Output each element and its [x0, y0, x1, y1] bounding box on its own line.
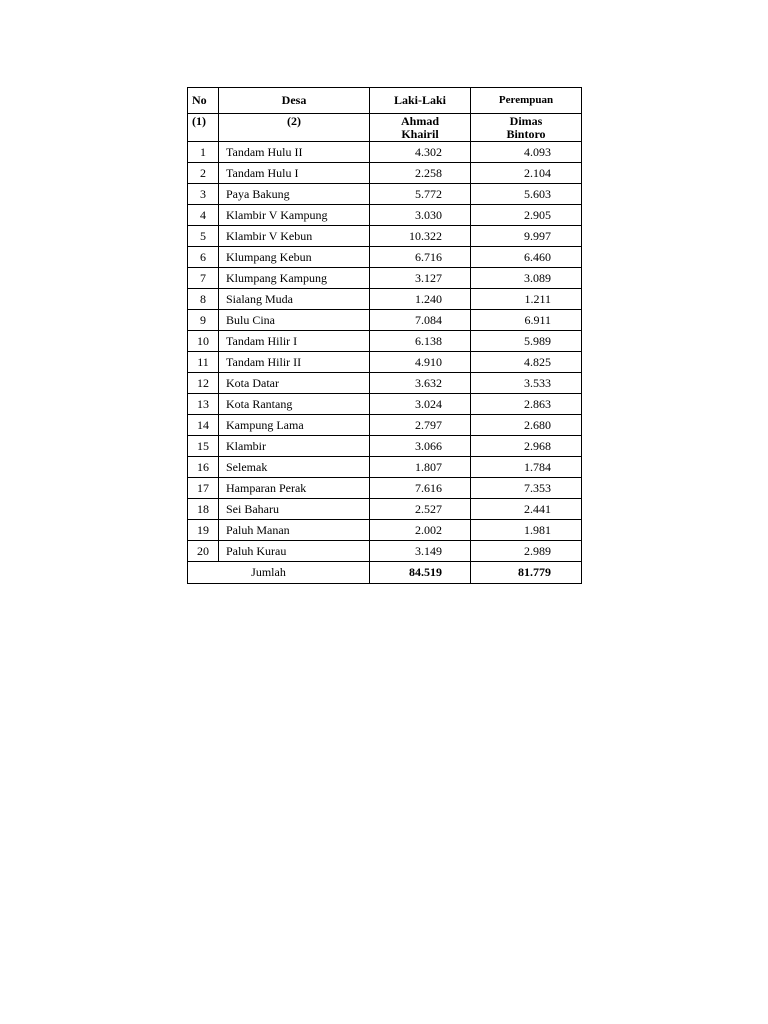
cell-desa: Paluh Kurau	[219, 541, 370, 562]
subheader-laki-line2: Khairil	[401, 127, 439, 141]
subheader-laki-line1: Ahmad	[400, 114, 439, 128]
cell-no: 2	[188, 163, 219, 184]
table-body	[188, 142, 582, 562]
cell-laki: 3.149	[370, 541, 471, 562]
cell-laki: 2.258	[370, 163, 471, 184]
cell-perempuan: 2.104	[471, 163, 582, 184]
cell-laki: 5.772	[370, 184, 471, 205]
cell-laki: 6.716	[370, 247, 471, 268]
header-laki: Laki-Laki	[370, 88, 471, 114]
cell-laki: 7.084	[370, 310, 471, 331]
cell-no: 6	[188, 247, 219, 268]
cell-laki: 2.527	[370, 499, 471, 520]
cell-perempuan: 2.968	[471, 436, 582, 457]
cell-desa: Bulu Cina	[219, 310, 370, 331]
table-row	[188, 331, 582, 352]
cell-desa: Kampung Lama	[219, 415, 370, 436]
table-row	[188, 289, 582, 310]
cell-laki: 10.322	[370, 226, 471, 247]
cell-laki: 3.030	[370, 205, 471, 226]
table-row	[188, 268, 582, 289]
cell-no: 15	[188, 436, 219, 457]
cell-no: 8	[188, 289, 219, 310]
header-row	[188, 88, 582, 114]
cell-perempuan: 1.981	[471, 520, 582, 541]
cell-desa: Paya Bakung	[219, 184, 370, 205]
cell-no: 18	[188, 499, 219, 520]
cell-no: 20	[188, 541, 219, 562]
subheader-perempuan-line2: Bintoro	[506, 127, 546, 141]
cell-perempuan: 1.211	[471, 289, 582, 310]
cell-laki: 2.797	[370, 415, 471, 436]
cell-no: 1	[188, 142, 219, 163]
cell-no: 12	[188, 373, 219, 394]
table-row	[188, 163, 582, 184]
cell-laki: 4.910	[370, 352, 471, 373]
table-row	[188, 310, 582, 331]
cell-perempuan: 2.989	[471, 541, 582, 562]
cell-perempuan: 1.784	[471, 457, 582, 478]
cell-desa: Tandam Hulu I	[219, 163, 370, 184]
cell-laki: 1.807	[370, 457, 471, 478]
cell-no: 7	[188, 268, 219, 289]
cell-perempuan: 2.905	[471, 205, 582, 226]
cell-perempuan: 5.989	[471, 331, 582, 352]
header-no: No	[188, 88, 219, 114]
cell-desa: Klambir V Kampung	[219, 205, 370, 226]
total-label: Jumlah	[188, 562, 370, 584]
cell-perempuan: 4.825	[471, 352, 582, 373]
cell-desa: Kota Datar	[219, 373, 370, 394]
header-desa: Desa	[219, 88, 370, 114]
header-perempuan: Perempuan	[471, 88, 582, 114]
cell-laki: 2.002	[370, 520, 471, 541]
table-row	[188, 352, 582, 373]
cell-laki: 4.302	[370, 142, 471, 163]
subheader-laki	[370, 114, 471, 142]
cell-no: 13	[188, 394, 219, 415]
table-row	[188, 205, 582, 226]
cell-perempuan: 3.089	[471, 268, 582, 289]
table-row	[188, 520, 582, 541]
cell-no: 9	[188, 310, 219, 331]
subheader-row	[188, 114, 582, 142]
table-row	[188, 457, 582, 478]
cell-laki: 7.616	[370, 478, 471, 499]
cell-no: 19	[188, 520, 219, 541]
cell-no: 10	[188, 331, 219, 352]
total-row	[188, 562, 582, 584]
cell-perempuan: 4.093	[471, 142, 582, 163]
cell-perempuan: 6.460	[471, 247, 582, 268]
cell-desa: Klambir	[219, 436, 370, 457]
table-row	[188, 226, 582, 247]
table-row	[188, 478, 582, 499]
cell-perempuan: 2.863	[471, 394, 582, 415]
cell-desa: Klumpang Kebun	[219, 247, 370, 268]
cell-no: 17	[188, 478, 219, 499]
cell-perempuan: 2.680	[471, 415, 582, 436]
cell-desa: Tandam Hilir II	[219, 352, 370, 373]
subheader-perempuan	[471, 114, 582, 142]
cell-perempuan: 5.603	[471, 184, 582, 205]
table-row	[188, 184, 582, 205]
subheader-perempuan-line1: Dimas	[509, 114, 543, 128]
table-row	[188, 541, 582, 562]
table-row	[188, 436, 582, 457]
cell-desa: Sei Baharu	[219, 499, 370, 520]
cell-desa: Klumpang Kampung	[219, 268, 370, 289]
cell-desa: Selemak	[219, 457, 370, 478]
table-row	[188, 415, 582, 436]
cell-laki: 3.632	[370, 373, 471, 394]
table-row	[188, 142, 582, 163]
cell-desa: Paluh Manan	[219, 520, 370, 541]
cell-desa: Klambir V Kebun	[219, 226, 370, 247]
table-row	[188, 394, 582, 415]
cell-no: 16	[188, 457, 219, 478]
cell-desa: Tandam Hilir I	[219, 331, 370, 352]
cell-laki: 3.066	[370, 436, 471, 457]
cell-laki: 6.138	[370, 331, 471, 352]
cell-no: 5	[188, 226, 219, 247]
cell-perempuan: 3.533	[471, 373, 582, 394]
cell-perempuan: 9.997	[471, 226, 582, 247]
subheader-desa: (2)	[219, 114, 370, 142]
cell-perempuan: 6.911	[471, 310, 582, 331]
table-row	[188, 373, 582, 394]
cell-no: 4	[188, 205, 219, 226]
cell-no: 14	[188, 415, 219, 436]
cell-no: 11	[188, 352, 219, 373]
cell-no: 3	[188, 184, 219, 205]
cell-laki: 1.240	[370, 289, 471, 310]
cell-laki: 3.024	[370, 394, 471, 415]
total-laki: 84.519	[370, 562, 471, 584]
cell-perempuan: 7.353	[471, 478, 582, 499]
cell-desa: Sialang Muda	[219, 289, 370, 310]
population-table	[187, 87, 582, 584]
total-perempuan: 81.779	[471, 562, 582, 584]
cell-desa: Tandam Hulu II	[219, 142, 370, 163]
subheader-no: (1)	[188, 114, 219, 142]
table-row	[188, 247, 582, 268]
table-row	[188, 499, 582, 520]
cell-laki: 3.127	[370, 268, 471, 289]
cell-perempuan: 2.441	[471, 499, 582, 520]
cell-desa: Hamparan Perak	[219, 478, 370, 499]
cell-desa: Kota Rantang	[219, 394, 370, 415]
